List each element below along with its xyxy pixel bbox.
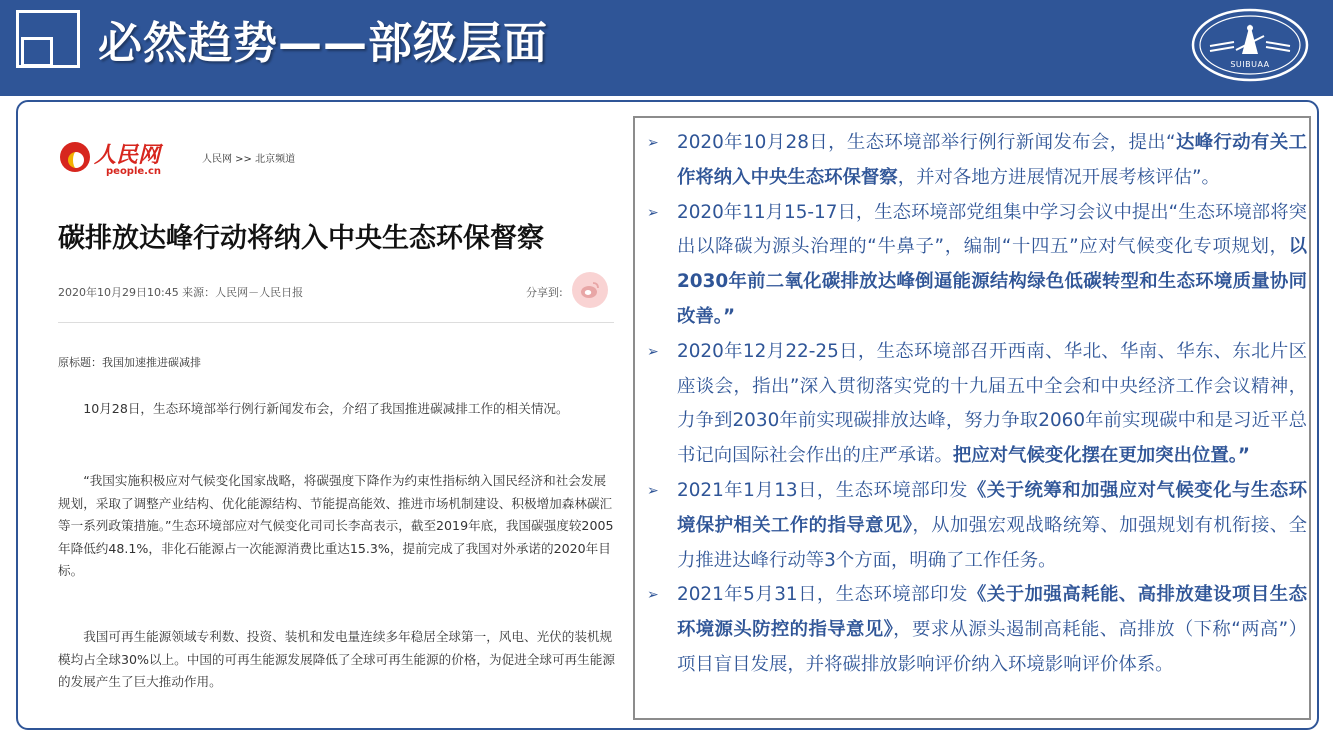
share-label: 分享到: (526, 286, 563, 299)
people-daily-logo[interactable] (60, 138, 180, 178)
news-article-screenshot (40, 116, 625, 722)
arrow-bullet-icon: ➢ (647, 343, 659, 360)
bullet-bold-text: 以2030年前二氧化碳排放达峰倒逼能源结构绿色低碳转型和生态环境质量协同改善。” (677, 236, 1307, 327)
header-bar (0, 0, 1333, 96)
bullet-panel (633, 116, 1311, 720)
arrow-bullet-icon: ➢ (647, 204, 659, 221)
badge-label: SUIBUAA (1230, 60, 1270, 69)
bullet-item (643, 578, 1307, 682)
arrow-bullet-icon: ➢ (647, 135, 659, 151)
article-paragraph: “我国实施积极应对气候变化国家战略，将碳强度下降作为约束性指标纳入国民经济和社会发展规划，采取了调整产业结构、优化能源结构、节能提高能效、推进市场机制建设、积极增加森林碳汇等一系列政策措施。”生态环境部应对气候变化司司长李高表示，截至2019年底，我国碳强度较2005年降低约48.1%，非化石能源占一次能源消费比重达15.3%，提前完成了我国对外承诺的2020年目标。 (58, 473, 614, 578)
bullet-text: 2020年12月22-25日，生态环境部召开西南、华北、华南、华东、东北片区座谈会，指出”深入贯彻落实党的十九届五中全会和中央经济工作会议精神，力争到2030年前实现碳排放达峰，努力争取2060年前实现碳中和是习近平总书记向国际社会作出的庄严承诺。 (677, 340, 1307, 467)
article-meta: 2020年10月29日10:45 来源：人民网－人民日报 (58, 286, 304, 299)
people-logo-icon (60, 142, 90, 172)
bullet-text: 2020年11月15-17日，生态环境部党组集中学习会议中提出“生态环境部将突出以降碳为源头治理的“牛鼻子”，编制“十四五”应对气候变化专项规划， (677, 201, 1307, 258)
bullet-item (643, 335, 1307, 474)
bullet-text: ，并对各地方进展情况开展考核评估”。 (897, 166, 1220, 188)
university-badge-icon (1190, 6, 1310, 84)
weibo-share-icon[interactable] (572, 272, 608, 308)
bullet-text: 2020年10月28日，生态环境部举行例行新闻发布会，提出“ (677, 132, 1176, 153)
bullet-bold-text: 把应对气候变化摆在更加突出位置。” (952, 445, 1251, 467)
page-title: 必然趋势——部级层面 (98, 18, 548, 69)
bullet-text: ，要求从源头遏制高耗能、高排放（下称“两高”）项目盲目发展，并将碳排放影响评价纳入环境影响评价体系。 (677, 619, 1307, 675)
original-title: 原标题：我国加速推进碳减排 (58, 356, 201, 369)
divider (58, 322, 614, 323)
article-paragraph: 10月28日，生态环境部举行例行新闻发布会，介绍了我国推进碳减排工作的相关情况。 (83, 401, 569, 416)
bullet-text: ，从加强宏观战略统筹、加强规划有机衔接、全力推进达峰行动等3个方面，明确了工作任务。 (677, 514, 1307, 571)
bullet-bold-text: 达峰行动有关工作将纳入中央生态环保督察 (677, 132, 1307, 188)
squares-logo-icon (16, 10, 80, 68)
bullet-text: 2021年5月31日，生态环境部印发 (677, 584, 968, 606)
article-title: 碳排放达峰行动将纳入中央生态环保督察 (58, 223, 544, 254)
bullet-text: 2021年1月13日，生态环境部印发 (677, 479, 968, 501)
bullet-item (643, 126, 1307, 196)
logo-english-text: people.cn (106, 166, 162, 177)
swirl-icon (68, 152, 84, 168)
bullet-bold-text: 《关于加强高耗能、高排放建设项目生态环境源头防控的指导意见》 (677, 584, 1307, 641)
bullet-item (643, 196, 1307, 335)
bullet-bold-text: 《关于统筹和加强应对气候变化与生态环境保护相关工作的指导意见》 (677, 479, 1307, 536)
inner-square (21, 37, 53, 67)
arrow-bullet-icon: ➢ (647, 587, 659, 604)
bullet-item (643, 474, 1307, 578)
article-paragraph: 我国可再生能源领域专利数、投资、装机和发电量连续多年稳居全球第一，风电、光伏的装机规模均占全球30%以上。中国的可再生能源发展降低了全球可再生能源的价格，为促进全球可再生能源的发展产生了巨大推动作用。 (58, 629, 615, 689)
arrow-bullet-icon: ➢ (647, 482, 659, 499)
breadcrumb[interactable]: 人民网 >> 北京频道 (202, 154, 296, 165)
logo-chinese-text: 人民网 (94, 142, 161, 168)
bullet-list (643, 126, 1307, 683)
